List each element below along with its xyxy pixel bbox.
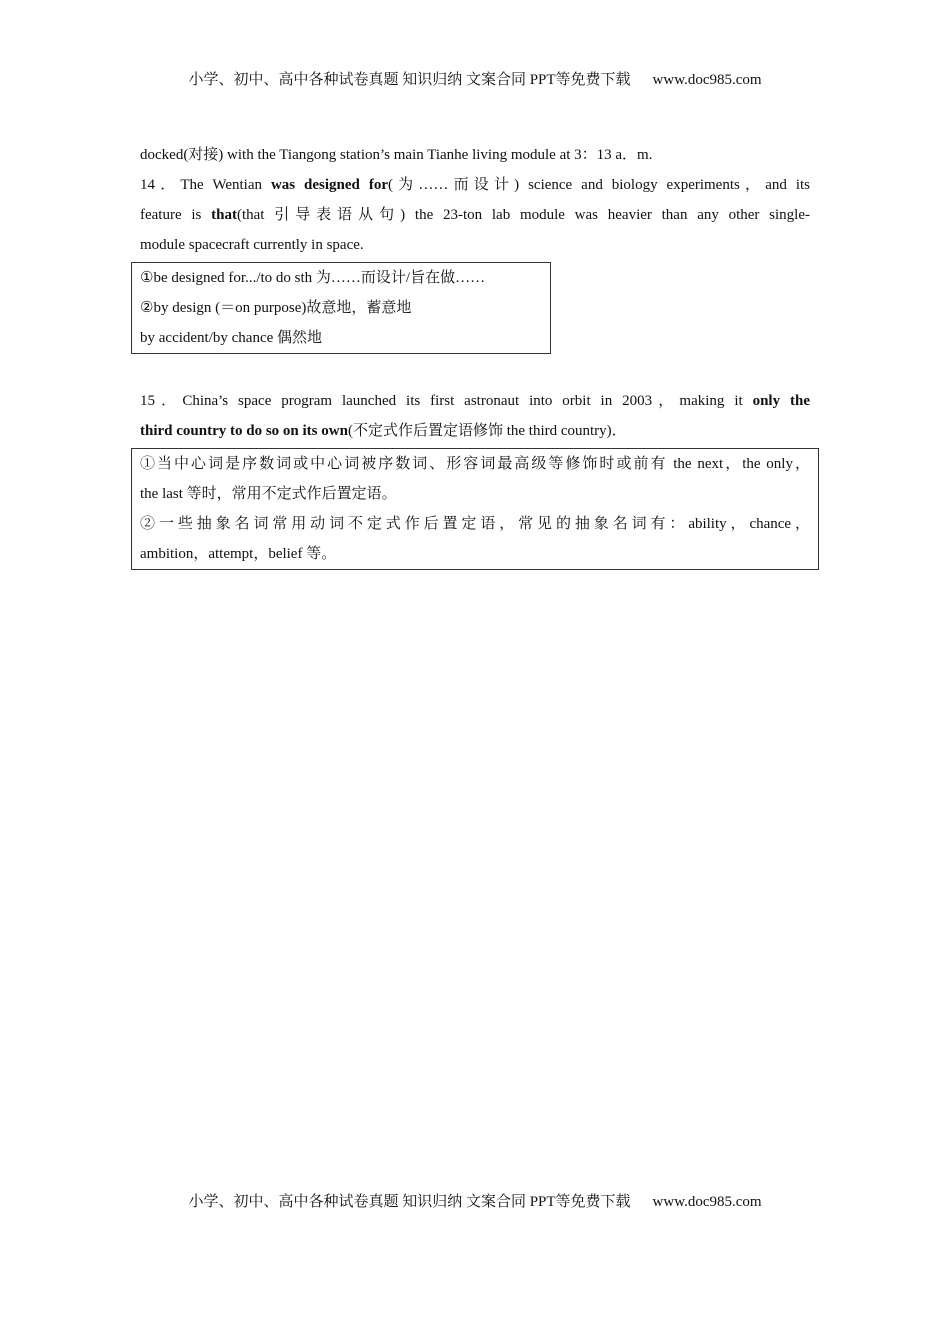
- q14-number: 14．: [140, 177, 181, 193]
- q15-note: the last 等时，常用不定式作后置定语。: [140, 486, 397, 502]
- q14-line-2-a: feature is: [140, 207, 212, 223]
- q14-key-phrase: was designed for: [270, 177, 388, 193]
- spacer: [140, 354, 810, 386]
- q14-note: ①be designed for.../to do sth 为……而设计/旨在做……: [140, 270, 486, 286]
- q14-note: ②by design (＝on purpose)故意地，蓄意地: [140, 300, 412, 316]
- q14-line-2: [140, 200, 810, 230]
- q15-number: 15．: [140, 393, 183, 409]
- q15-line-1-a: China’s space program launched its first astronaut into orbit in 2003，making it: [182, 393, 753, 409]
- q14-line-1-c: (为……而设计) science and biology experiments，and its: [388, 177, 810, 193]
- q15-key-phrase-end: third country to do so on its own: [140, 423, 348, 439]
- header-site-link[interactable]: www.doc985.com: [652, 72, 762, 88]
- footer-tagline: 小学、初中、高中各种试卷真题 知识归纳 文案合同 PPT等免费下载: [188, 1194, 631, 1210]
- q14-line-3: module spacecraft currently in space.: [140, 237, 364, 253]
- footer-site-link[interactable]: www.doc985.com: [652, 1194, 762, 1210]
- q15-line-2: [140, 416, 810, 446]
- q15-note: ambition，attempt，belief 等。: [140, 546, 337, 562]
- q14-line-1-a: The Wentian: [180, 177, 271, 193]
- question-14: [140, 170, 810, 354]
- q15-line-2-c: (不定式作后置定语修饰 the third country)．: [347, 423, 627, 439]
- q15-key-phrase-start: only the: [752, 393, 810, 409]
- page-header: [0, 68, 950, 89]
- q14-note: by accident/by chance 偶然地: [140, 330, 323, 346]
- q14-line-2-c: (that 引导表语从句) the 23-ton lab module was heavier than any other single-: [236, 207, 810, 223]
- q15-note: ②一些抽象名词常用动词不定式作后置定语，常见的抽象名词有：ability，chance，: [140, 516, 810, 532]
- q15-note: ①当中心词是序数词或中心词被序数词、形容词最高级等修饰时或前有 the next，the only，: [140, 456, 810, 472]
- page-footer: [0, 1190, 950, 1211]
- q14-line-1: [140, 170, 810, 200]
- intro-line: docked(对接) with the Tiangong station’s main Tianhe living module at 3：13 a．m.: [140, 147, 653, 163]
- q14-key-word: that: [211, 207, 237, 223]
- q15-notes-box: [131, 448, 819, 570]
- question-15: [140, 386, 810, 570]
- q15-line-1: [140, 386, 810, 416]
- document-body: [140, 140, 810, 570]
- header-tagline: 小学、初中、高中各种试卷真题 知识归纳 文案合同 PPT等免费下载: [188, 72, 631, 88]
- q14-notes-box: [131, 262, 551, 354]
